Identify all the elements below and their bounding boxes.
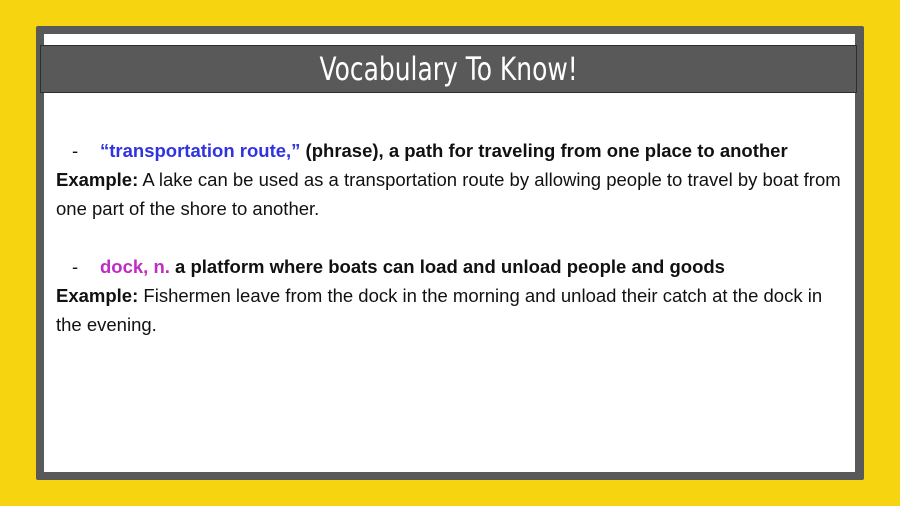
bullet-dash: -: [72, 140, 79, 161]
vocab-definition: (phrase), a path for traveling from one place to another: [300, 140, 788, 161]
vocab-term-dock: [56, 252, 846, 281]
bullet-dash: -: [72, 256, 79, 277]
slide-frame: [36, 26, 864, 480]
vocab-example-transportation-route: [56, 165, 846, 223]
vocab-example-dock: [56, 281, 846, 339]
slide-title: Vocabulary To Know!: [319, 50, 578, 88]
example-label: Example:: [56, 285, 139, 306]
vocab-word: dock, n.: [100, 256, 170, 277]
vocab-term-transportation-route: [56, 136, 846, 165]
slide-panel: [44, 34, 855, 472]
spacer: [56, 223, 846, 252]
example-text: A lake can be used as a transportation route by allowing people to travel by boat from one part of the shore to another.: [56, 169, 841, 219]
vocabulary-content: [56, 136, 846, 339]
vocab-definition: a platform where boats can load and unload people and goods: [169, 256, 725, 277]
vocab-word: “transportation route,”: [100, 140, 301, 161]
example-text: Fishermen leave from the dock in the morning and unload their catch at the dock in the evening.: [56, 285, 823, 335]
title-bar: [40, 45, 857, 93]
example-label: Example:: [56, 169, 139, 190]
